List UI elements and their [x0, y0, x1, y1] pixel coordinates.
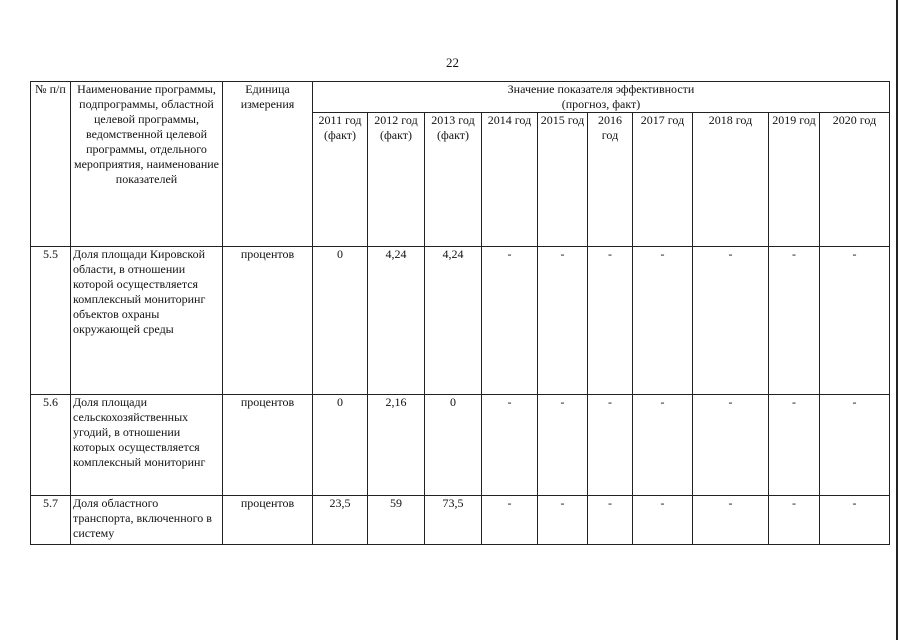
row-value: - — [769, 496, 820, 545]
header-value-title: Значение показателя эффективности — [507, 82, 695, 96]
row-value: - — [769, 247, 820, 395]
row-value: 4,24 — [425, 247, 482, 395]
row-value: - — [769, 395, 820, 496]
header-unit: Единица измерения — [223, 82, 313, 247]
row-value: - — [538, 395, 588, 496]
indicators-table — [30, 81, 890, 545]
row-value: 73,5 — [425, 496, 482, 545]
table-row — [31, 395, 890, 496]
row-value: 23,5 — [313, 496, 368, 545]
header-year: 2013 год (факт) — [425, 113, 482, 247]
row-number: 5.5 — [31, 247, 71, 395]
row-value: 0 — [313, 395, 368, 496]
row-value: - — [482, 496, 538, 545]
row-value: - — [538, 496, 588, 545]
header-year: 2015 год — [538, 113, 588, 247]
row-value: - — [633, 395, 693, 496]
header-year: 2011 год (факт) — [313, 113, 368, 247]
row-value: - — [482, 247, 538, 395]
row-indicator-name: Доля областного транспорта, включенного в систему — [71, 496, 223, 545]
header-year: 2014 год — [482, 113, 538, 247]
row-value: - — [482, 395, 538, 496]
header-value-subtitle: (прогноз, факт) — [561, 97, 641, 111]
row-value: - — [588, 247, 633, 395]
row-indicator-name: Доля площади Кировской области, в отношении которой осуществляется комплексный мониторинг объектов охраны окружающей среды — [71, 247, 223, 395]
header-year: 2019 год — [769, 113, 820, 247]
row-number: 5.7 — [31, 496, 71, 545]
header-year: 2012 год (факт) — [368, 113, 425, 247]
header-year: 2018 год — [693, 113, 769, 247]
row-number: 5.6 — [31, 395, 71, 496]
page-edge-rule — [896, 0, 898, 640]
row-value: - — [693, 247, 769, 395]
row-unit: процентов — [223, 247, 313, 395]
row-value: - — [693, 496, 769, 545]
table-row — [31, 496, 890, 545]
row-value: - — [588, 395, 633, 496]
row-value: - — [538, 247, 588, 395]
row-value: - — [633, 496, 693, 545]
header-year: 2020 год — [820, 113, 890, 247]
header-value-group — [313, 82, 890, 113]
page-number: 22 — [446, 55, 459, 70]
header-row-1 — [31, 82, 890, 113]
row-value: 4,24 — [368, 247, 425, 395]
row-value: - — [820, 247, 890, 395]
row-value: - — [693, 395, 769, 496]
header-indicator-name: Наименование программы, подпрограммы, областной целевой программы, ведомственной целевой программы, отдельного мероприятия, наименование показателей — [71, 82, 223, 247]
row-unit: процентов — [223, 395, 313, 496]
row-value: 0 — [425, 395, 482, 496]
row-value: 2,16 — [368, 395, 425, 496]
header-year: 2017 год — [633, 113, 693, 247]
row-value: - — [588, 496, 633, 545]
table-row — [31, 247, 890, 395]
row-value: - — [820, 395, 890, 496]
row-value: - — [820, 496, 890, 545]
header-year: 2016 год — [588, 113, 633, 247]
row-unit: процентов — [223, 496, 313, 545]
row-value: - — [633, 247, 693, 395]
row-value: 0 — [313, 247, 368, 395]
header-number: № п/п — [31, 82, 71, 247]
row-value: 59 — [368, 496, 425, 545]
row-indicator-name: Доля площади сельскохозяйственных угодий, в отношении которых осуществляется комплексный мониторинг — [71, 395, 223, 496]
